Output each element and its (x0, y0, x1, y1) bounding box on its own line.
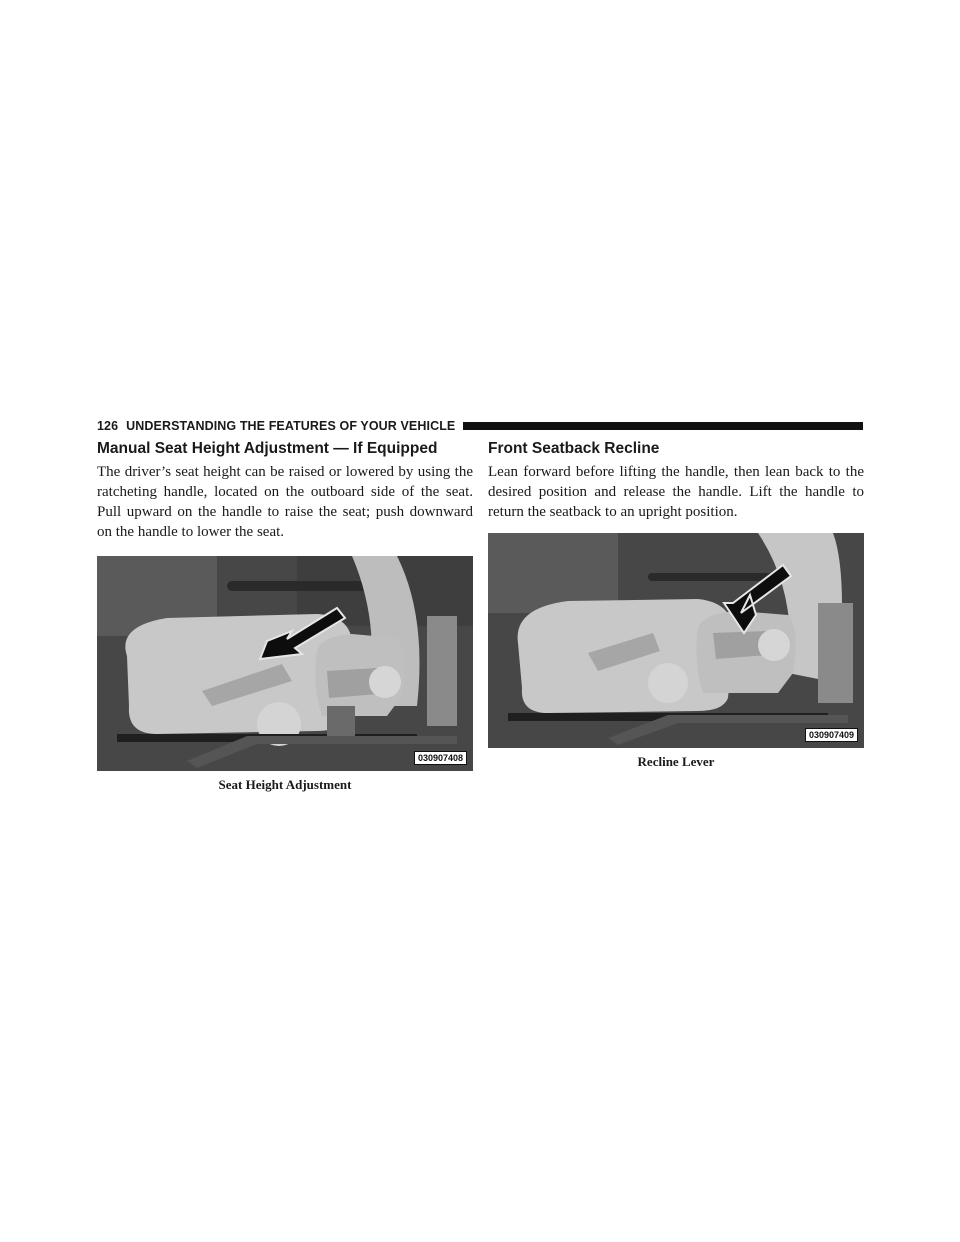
seat-height-heading: Manual Seat Height Adjustment — If Equipped (97, 440, 438, 457)
running-header (97, 418, 863, 434)
figure-code: 030907408 (414, 751, 467, 765)
seat-height-caption: Seat Height Adjustment (218, 777, 352, 792)
recline-illustration (488, 533, 864, 748)
seat-height-illustration (97, 556, 473, 771)
recline-heading: Front Seatback Recline (488, 440, 660, 457)
seat-height-body: The driver’s seat height can be raised or lowered by using the ratcheting handle, located on the outboard side of the seat. Pull upward on the handle to raise the seat; push downward on the handle to lower the seat. (97, 464, 473, 540)
header-rule (463, 422, 863, 430)
page-number: 126 (97, 419, 119, 433)
figure-code: 030907409 (805, 728, 858, 742)
seat-height-figure (97, 556, 473, 771)
section-title: UNDERSTANDING THE FEATURES OF YOUR VEHICLE (126, 419, 456, 433)
recline-body: Lean forward before lifting the handle, then lean back to the desired position and release the handle. Lift the handle to return the seatback to an upright position. (488, 464, 864, 520)
right-column (488, 440, 864, 770)
recline-caption: Recline Lever (637, 754, 715, 769)
left-column (97, 440, 473, 793)
recline-figure (488, 533, 864, 748)
